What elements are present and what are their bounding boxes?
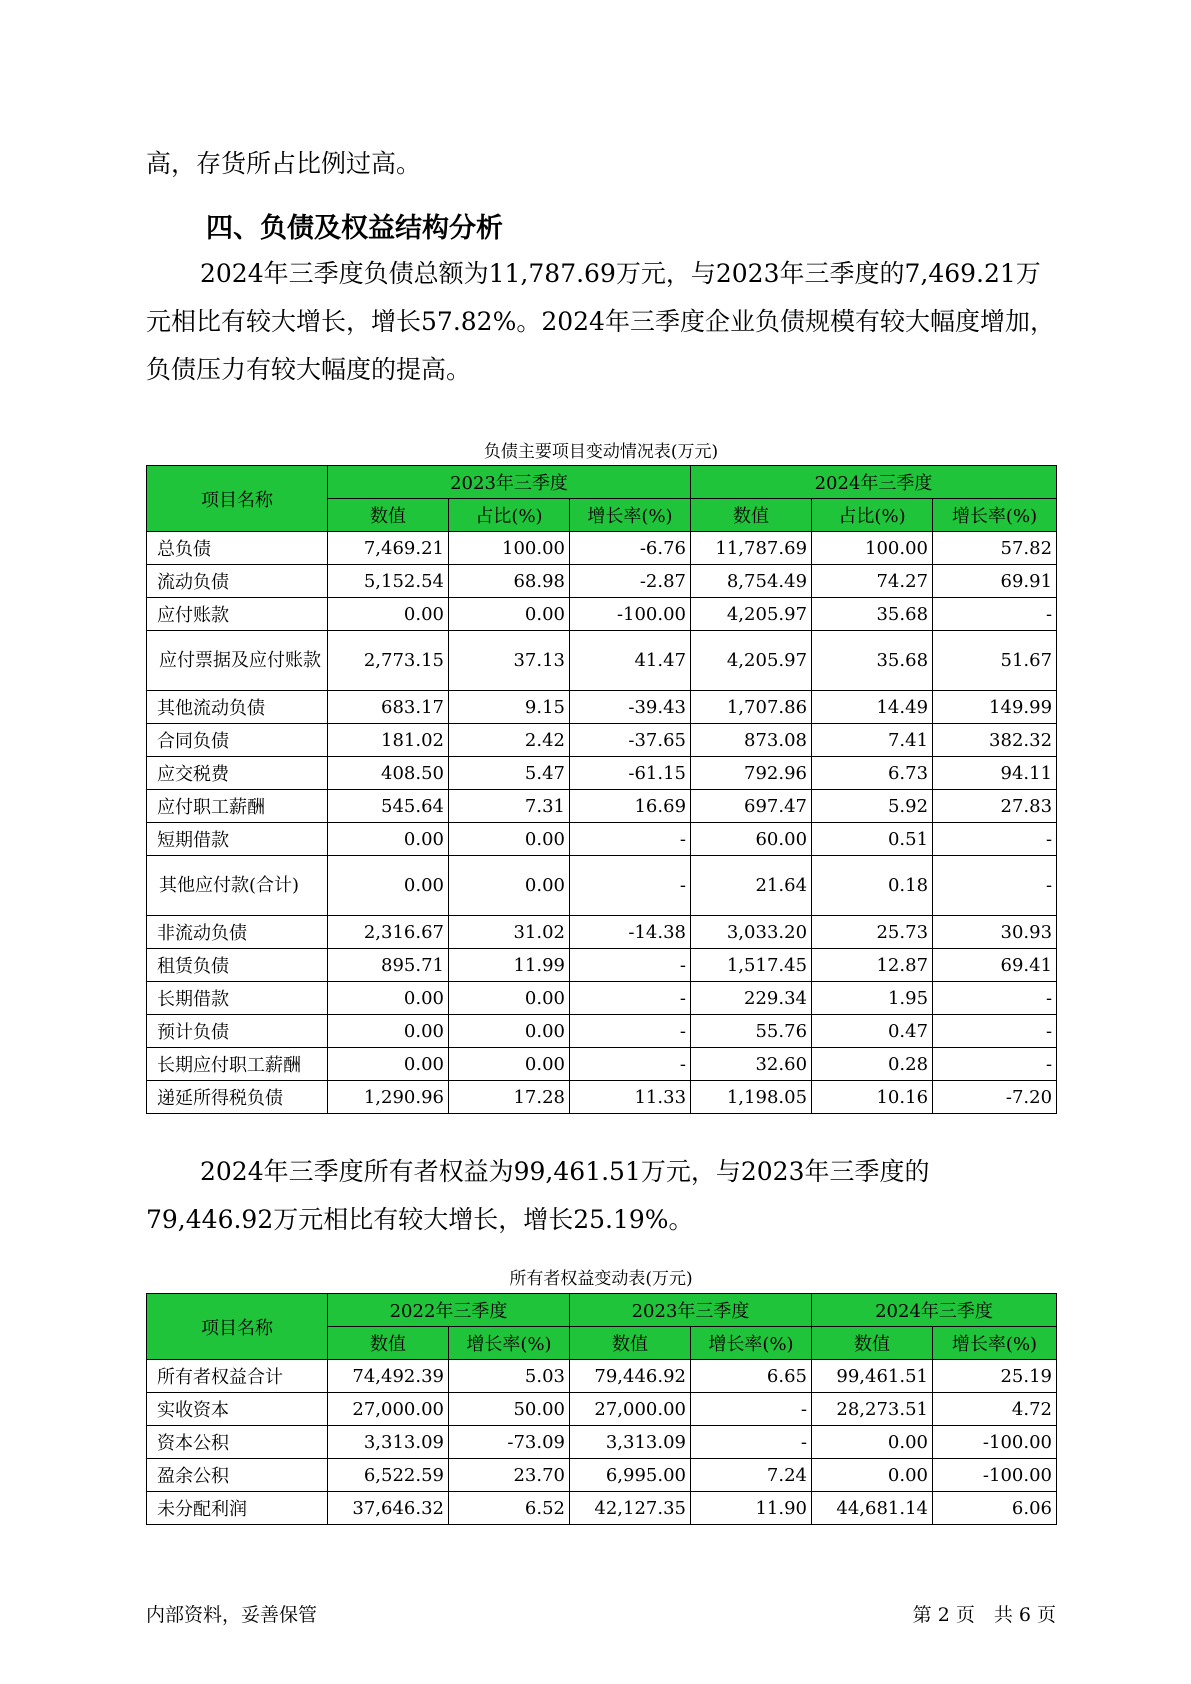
cell-value: 27.83 bbox=[933, 790, 1057, 823]
cell-value: -100.00 bbox=[570, 598, 691, 631]
cell-value: 17.28 bbox=[449, 1081, 570, 1114]
cell-value: - bbox=[933, 823, 1057, 856]
cell-value: - bbox=[570, 1015, 691, 1048]
cell-value: 6.06 bbox=[933, 1492, 1057, 1525]
cell-value: 94.11 bbox=[933, 757, 1057, 790]
cell-value: 10.16 bbox=[812, 1081, 933, 1114]
equity-table-caption: 所有者权益变动表(万元) bbox=[509, 1269, 693, 1289]
cell-value: 0.00 bbox=[328, 856, 449, 916]
cell-value: -73.09 bbox=[449, 1426, 570, 1459]
cell-value: 4.72 bbox=[933, 1393, 1057, 1426]
cell-value: 27,000.00 bbox=[570, 1393, 691, 1426]
cell-value: 25.73 bbox=[812, 916, 933, 949]
table-row bbox=[147, 1393, 1057, 1426]
cell-value: 69.91 bbox=[933, 565, 1057, 598]
cell-value: -14.38 bbox=[570, 916, 691, 949]
cell-value: 5.47 bbox=[449, 757, 570, 790]
header-group-2023: 2023年三季度 bbox=[328, 466, 691, 499]
footer-page-number: 第 2 页 共 6 页 bbox=[912, 1604, 1056, 1626]
cell-value: 545.64 bbox=[328, 790, 449, 823]
cell-value: 7.41 bbox=[812, 724, 933, 757]
cell-value: 0.51 bbox=[812, 823, 933, 856]
cell-value: 0.47 bbox=[812, 1015, 933, 1048]
cell-value: 51.67 bbox=[933, 631, 1057, 691]
cell-value: -37.65 bbox=[570, 724, 691, 757]
cell-value: 0.00 bbox=[449, 1048, 570, 1081]
header-value: 数值 bbox=[328, 499, 449, 532]
row-label: 未分配利润 bbox=[147, 1492, 328, 1525]
cell-value: 11.90 bbox=[691, 1492, 812, 1525]
cell-value: 6.73 bbox=[812, 757, 933, 790]
cell-value: 1,517.45 bbox=[691, 949, 812, 982]
table-row bbox=[147, 790, 1057, 823]
table-row bbox=[147, 724, 1057, 757]
header-item-name: 项目名称 bbox=[147, 1294, 328, 1360]
row-label: 应付账款 bbox=[147, 598, 328, 631]
header-growth: 增长率(%) bbox=[570, 499, 691, 532]
row-label: 非流动负债 bbox=[147, 916, 328, 949]
cell-value: 0.00 bbox=[449, 856, 570, 916]
table-row bbox=[147, 1426, 1057, 1459]
cell-value: 6.52 bbox=[449, 1492, 570, 1525]
header-value: 数值 bbox=[691, 499, 812, 532]
cell-value: 1.95 bbox=[812, 982, 933, 1015]
row-label: 盈余公积 bbox=[147, 1459, 328, 1492]
row-label: 资本公积 bbox=[147, 1426, 328, 1459]
cell-value: -6.76 bbox=[570, 532, 691, 565]
table-row bbox=[147, 1081, 1057, 1114]
footer-confidential-note: 内部资料，妥善保管 bbox=[146, 1604, 318, 1626]
cell-value: 32.60 bbox=[691, 1048, 812, 1081]
cell-value: 0.00 bbox=[449, 598, 570, 631]
cell-value: 0.00 bbox=[328, 982, 449, 1015]
cell-value: 2.42 bbox=[449, 724, 570, 757]
cell-value: 229.34 bbox=[691, 982, 812, 1015]
row-label: 短期借款 bbox=[147, 823, 328, 856]
cell-value: 4,205.97 bbox=[691, 598, 812, 631]
table-row bbox=[147, 565, 1057, 598]
table-row bbox=[147, 1048, 1057, 1081]
cell-value: 57.82 bbox=[933, 532, 1057, 565]
cell-value: 11.33 bbox=[570, 1081, 691, 1114]
cell-value: 792.96 bbox=[691, 757, 812, 790]
cell-value: 5,152.54 bbox=[328, 565, 449, 598]
cell-value: 42,127.35 bbox=[570, 1492, 691, 1525]
cell-value: 23.70 bbox=[449, 1459, 570, 1492]
cell-value: 35.68 bbox=[812, 598, 933, 631]
cell-value: - bbox=[933, 856, 1057, 916]
row-label: 应付票据及应付账款 bbox=[147, 631, 328, 691]
cell-value: 683.17 bbox=[328, 691, 449, 724]
cell-value: 149.99 bbox=[933, 691, 1057, 724]
table-row bbox=[147, 982, 1057, 1015]
cell-value: 0.00 bbox=[328, 598, 449, 631]
row-label: 流动负债 bbox=[147, 565, 328, 598]
cell-value: 9.15 bbox=[449, 691, 570, 724]
cell-value: 100.00 bbox=[812, 532, 933, 565]
header-group-2024: 2024年三季度 bbox=[812, 1294, 1057, 1327]
table-row bbox=[147, 631, 1057, 691]
cell-value: - bbox=[933, 982, 1057, 1015]
row-label: 递延所得税负债 bbox=[147, 1081, 328, 1114]
cell-value: 382.32 bbox=[933, 724, 1057, 757]
row-label: 长期借款 bbox=[147, 982, 328, 1015]
liability-table-caption: 负债主要项目变动情况表(万元) bbox=[483, 442, 719, 462]
cell-value: 873.08 bbox=[691, 724, 812, 757]
cell-value: 50.00 bbox=[449, 1393, 570, 1426]
cell-value: 7.24 bbox=[691, 1459, 812, 1492]
cell-value: - bbox=[570, 982, 691, 1015]
liability-summary-paragraph: 2024年三季度负债总额为11,787.69万元，与2023年三季度的7,469.21万元相比有较大增长，增长57.82%。2024年三季度企业负债规模有较大幅度增加，负债压力有较大幅度的提高。 bbox=[146, 259, 1055, 384]
cell-value: 25.19 bbox=[933, 1360, 1057, 1393]
row-label: 总负债 bbox=[147, 532, 328, 565]
header-group-2024: 2024年三季度 bbox=[691, 466, 1057, 499]
table-row bbox=[147, 1360, 1057, 1393]
cell-value: 6,522.59 bbox=[328, 1459, 449, 1492]
table-row bbox=[147, 532, 1057, 565]
header-share: 占比(%) bbox=[812, 499, 933, 532]
cell-value: 7,469.21 bbox=[328, 532, 449, 565]
cell-value: 21.64 bbox=[691, 856, 812, 916]
row-label: 租赁负债 bbox=[147, 949, 328, 982]
cell-value: 5.03 bbox=[449, 1360, 570, 1393]
cell-value: -39.43 bbox=[570, 691, 691, 724]
table-row bbox=[147, 691, 1057, 724]
table-row bbox=[147, 856, 1057, 916]
header-value: 数值 bbox=[812, 1327, 933, 1360]
header-share: 占比(%) bbox=[449, 499, 570, 532]
table-row bbox=[147, 949, 1057, 982]
cell-value: 7.31 bbox=[449, 790, 570, 823]
table-row bbox=[147, 1492, 1057, 1525]
cell-value: 5.92 bbox=[812, 790, 933, 823]
cell-value: 16.69 bbox=[570, 790, 691, 823]
cell-value: 12.87 bbox=[812, 949, 933, 982]
cell-value: - bbox=[570, 823, 691, 856]
cell-value: 11,787.69 bbox=[691, 532, 812, 565]
header-growth: 增长率(%) bbox=[449, 1327, 570, 1360]
cell-value: 3,313.09 bbox=[570, 1426, 691, 1459]
cell-value: 37.13 bbox=[449, 631, 570, 691]
cell-value: -2.87 bbox=[570, 565, 691, 598]
header-value: 数值 bbox=[328, 1327, 449, 1360]
cell-value: 4,205.97 bbox=[691, 631, 812, 691]
cell-value: 1,290.96 bbox=[328, 1081, 449, 1114]
cell-value: 55.76 bbox=[691, 1015, 812, 1048]
intro-tail-paragraph: 高，存货所占比例过高。 bbox=[146, 149, 422, 178]
cell-value: 68.98 bbox=[449, 565, 570, 598]
cell-value: 0.00 bbox=[449, 982, 570, 1015]
cell-value: 697.47 bbox=[691, 790, 812, 823]
cell-value: -61.15 bbox=[570, 757, 691, 790]
cell-value: 31.02 bbox=[449, 916, 570, 949]
section-heading: 四、负债及权益结构分析 bbox=[206, 213, 503, 244]
cell-value: 181.02 bbox=[328, 724, 449, 757]
cell-value: - bbox=[933, 598, 1057, 631]
row-label: 应交税费 bbox=[147, 757, 328, 790]
cell-value: 0.00 bbox=[328, 1015, 449, 1048]
cell-value: 0.00 bbox=[812, 1426, 933, 1459]
cell-value: - bbox=[570, 1048, 691, 1081]
cell-value: 11.99 bbox=[449, 949, 570, 982]
table-row bbox=[147, 916, 1057, 949]
cell-value: 100.00 bbox=[449, 532, 570, 565]
cell-value: 895.71 bbox=[328, 949, 449, 982]
cell-value: -7.20 bbox=[933, 1081, 1057, 1114]
cell-value: 0.00 bbox=[328, 823, 449, 856]
equity-table bbox=[146, 1293, 1057, 1525]
cell-value: 35.68 bbox=[812, 631, 933, 691]
cell-value: 2,773.15 bbox=[328, 631, 449, 691]
table-row bbox=[147, 757, 1057, 790]
cell-value: 44,681.14 bbox=[812, 1492, 933, 1525]
cell-value: 0.00 bbox=[449, 823, 570, 856]
cell-value: -100.00 bbox=[933, 1426, 1057, 1459]
row-label: 所有者权益合计 bbox=[147, 1360, 328, 1393]
header-group-2023: 2023年三季度 bbox=[570, 1294, 812, 1327]
cell-value: 0.18 bbox=[812, 856, 933, 916]
row-label: 其他流动负债 bbox=[147, 691, 328, 724]
cell-value: 3,033.20 bbox=[691, 916, 812, 949]
cell-value: - bbox=[570, 949, 691, 982]
cell-value: 408.50 bbox=[328, 757, 449, 790]
row-label: 实收资本 bbox=[147, 1393, 328, 1426]
cell-value: - bbox=[933, 1048, 1057, 1081]
cell-value: 37,646.32 bbox=[328, 1492, 449, 1525]
cell-value: 74,492.39 bbox=[328, 1360, 449, 1393]
cell-value: 6.65 bbox=[691, 1360, 812, 1393]
cell-value: 41.47 bbox=[570, 631, 691, 691]
cell-value: - bbox=[691, 1393, 812, 1426]
cell-value: 6,995.00 bbox=[570, 1459, 691, 1492]
cell-value: - bbox=[691, 1426, 812, 1459]
cell-value: 8,754.49 bbox=[691, 565, 812, 598]
row-label: 合同负债 bbox=[147, 724, 328, 757]
header-growth: 增长率(%) bbox=[933, 499, 1057, 532]
table-row bbox=[147, 1015, 1057, 1048]
cell-value: 79,446.92 bbox=[570, 1360, 691, 1393]
cell-value: 28,273.51 bbox=[812, 1393, 933, 1426]
header-group-2022: 2022年三季度 bbox=[328, 1294, 570, 1327]
cell-value: 69.41 bbox=[933, 949, 1057, 982]
table-row bbox=[147, 823, 1057, 856]
cell-value: 3,313.09 bbox=[328, 1426, 449, 1459]
cell-value: 0.00 bbox=[812, 1459, 933, 1492]
cell-value: 0.00 bbox=[449, 1015, 570, 1048]
cell-value: - bbox=[933, 1015, 1057, 1048]
cell-value: 0.28 bbox=[812, 1048, 933, 1081]
row-label: 长期应付职工薪酬 bbox=[147, 1048, 328, 1081]
cell-value: 1,707.86 bbox=[691, 691, 812, 724]
liability-table bbox=[146, 465, 1057, 1114]
table-row bbox=[147, 598, 1057, 631]
header-growth: 增长率(%) bbox=[691, 1327, 812, 1360]
cell-value: 1,198.05 bbox=[691, 1081, 812, 1114]
row-label: 其他应付款(合计) bbox=[147, 856, 328, 916]
cell-value: 27,000.00 bbox=[328, 1393, 449, 1426]
cell-value: 30.93 bbox=[933, 916, 1057, 949]
cell-value: 0.00 bbox=[328, 1048, 449, 1081]
row-label: 预计负债 bbox=[147, 1015, 328, 1048]
cell-value: 99,461.51 bbox=[812, 1360, 933, 1393]
header-value: 数值 bbox=[570, 1327, 691, 1360]
cell-value: 74.27 bbox=[812, 565, 933, 598]
table-row bbox=[147, 1459, 1057, 1492]
equity-summary-paragraph: 2024年三季度所有者权益为99,461.51万元，与2023年三季度的79,446.92万元相比有较大增长，增长25.19%。 bbox=[146, 1157, 930, 1234]
cell-value: -100.00 bbox=[933, 1459, 1057, 1492]
header-item-name: 项目名称 bbox=[147, 466, 328, 532]
cell-value: 2,316.67 bbox=[328, 916, 449, 949]
row-label: 应付职工薪酬 bbox=[147, 790, 328, 823]
header-growth: 增长率(%) bbox=[933, 1327, 1057, 1360]
cell-value: 60.00 bbox=[691, 823, 812, 856]
cell-value: 14.49 bbox=[812, 691, 933, 724]
cell-value: - bbox=[570, 856, 691, 916]
